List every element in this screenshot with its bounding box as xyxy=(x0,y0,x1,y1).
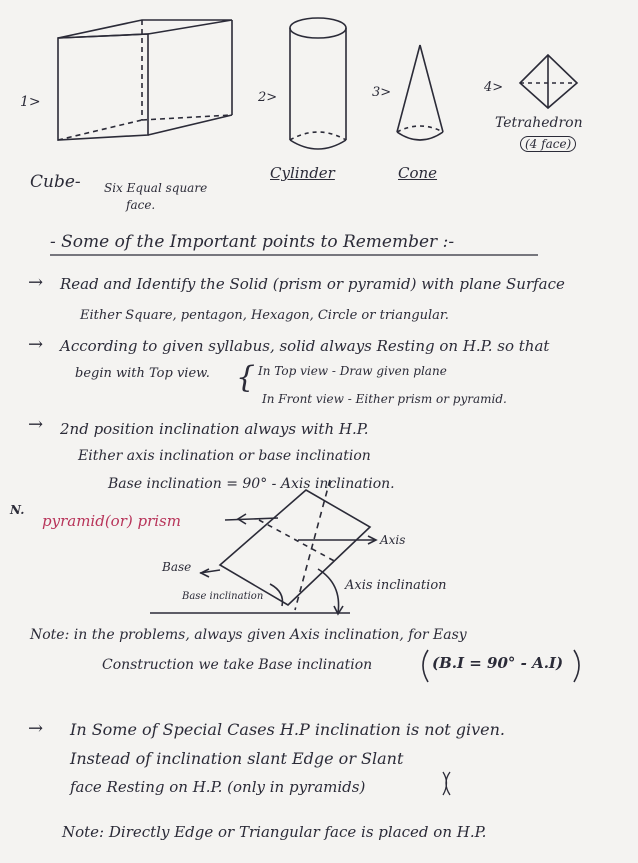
cone-sketch xyxy=(397,45,443,140)
cube-label: Cube- xyxy=(30,172,81,192)
arrow-icon: → xyxy=(28,334,44,355)
cone-label: Cone xyxy=(398,164,438,182)
base-label: Base xyxy=(162,560,192,574)
note1-formula: (B.I = 90° - A.I) xyxy=(432,654,564,672)
point3-line2: Either axis inclination or base inclination xyxy=(78,448,371,464)
axis-inclination-label: Axis inclination xyxy=(345,578,447,593)
diagram-marker: N. xyxy=(10,503,25,517)
axis-label: Axis xyxy=(380,533,406,547)
special-line2: Instead of inclination slant Edge or Slant xyxy=(70,749,404,768)
arrow-icon: → xyxy=(28,414,44,435)
cube-desc-line1: Six Equal square xyxy=(104,181,208,195)
note2: Note: Directly Edge or Triangular face is placed on H.P. xyxy=(62,823,487,841)
cylinder-sketch xyxy=(290,18,346,149)
tetrahedron-number: 4> xyxy=(484,80,504,95)
special-line1: In Some of Special Cases H.P inclination is not given. xyxy=(70,720,505,739)
points-heading: - Some of the Important points to Remember :- xyxy=(50,232,455,252)
tetrahedron-label: Tetrahedron xyxy=(495,115,583,131)
brace-icon: { xyxy=(236,360,256,395)
special-line3: face Resting on H.P. (only in pyramids) xyxy=(70,778,366,796)
tetrahedron-sub: (4 face) xyxy=(520,136,576,152)
cylinder-label: Cylinder xyxy=(270,164,335,182)
pyramid-label: pyramid(or) prism xyxy=(42,512,181,530)
note1-line1: Note: in the problems, always given Axis inclination, for Easy xyxy=(30,627,467,643)
point1-line1: Read and Identify the Solid (prism or pyramid) with plane Surface xyxy=(60,275,565,293)
point3-line1: 2nd position inclination always with H.P. xyxy=(60,420,369,438)
point2-brace1: In Top view - Draw given plane xyxy=(258,364,447,378)
cube-desc-line2: face. xyxy=(126,198,156,212)
arrow-icon: → xyxy=(28,718,44,739)
tetrahedron-sketch xyxy=(520,55,577,108)
point2-brace2: In Front view - Either prism or pyramid. xyxy=(262,392,507,406)
arrow-icon: → xyxy=(28,272,44,293)
cone-number: 3> xyxy=(372,85,392,100)
cylinder-number: 2> xyxy=(258,90,278,105)
point2-line2: begin with Top view. xyxy=(75,366,210,381)
cube-sketch xyxy=(58,20,232,140)
point3-line3: Base inclination = 90° - Axis inclination. xyxy=(108,476,395,492)
base-inclination-label: Base inclination xyxy=(182,591,264,602)
cube-number: 1> xyxy=(20,94,41,110)
point1-line2: Either Square, pentagon, Hexagon, Circle or triangular. xyxy=(80,308,449,323)
note1-line2: Construction we take Base inclination xyxy=(102,657,373,673)
point2-line1: According to given syllabus, solid always Resting on H.P. so that xyxy=(60,337,550,355)
